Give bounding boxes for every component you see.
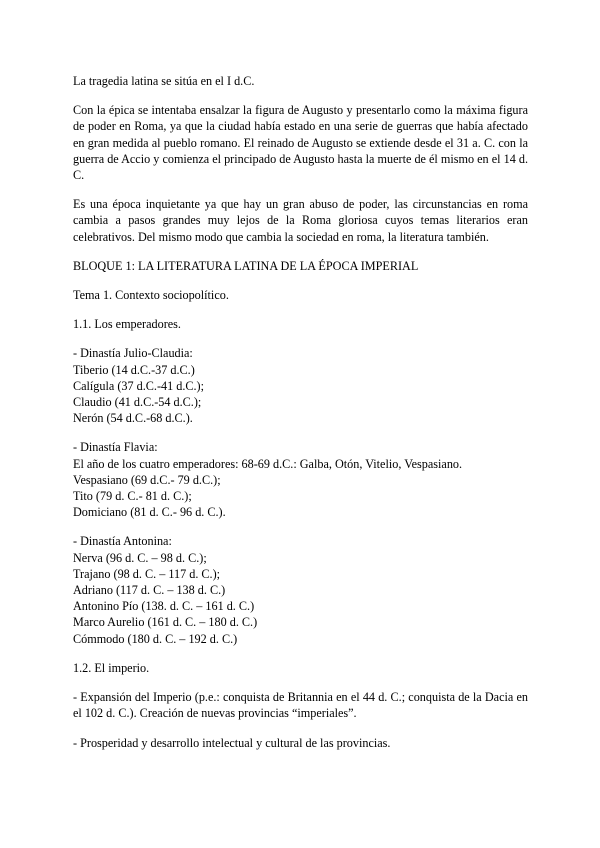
- spacer: [73, 303, 528, 316]
- dinastia-flavia: [73, 439, 528, 520]
- dinastia-antonina: [73, 533, 528, 646]
- list-item: Tiberio (14 d.C.-37 d.C.): [73, 362, 195, 377]
- list-item: Nerva (96 d. C. – 98 d. C.);: [73, 550, 207, 565]
- section-heading-imperio: 1.2. El imperio.: [73, 660, 150, 675]
- spacer: [73, 332, 528, 345]
- list-item: Vespasiano (69 d.C.- 79 d.C.);: [73, 472, 221, 487]
- intro-line: La tragedia latina se sitúa en el I d.C.: [73, 74, 255, 88]
- list-item: Marco Aurelio (161 d. C. – 180 d. C.): [73, 615, 258, 630]
- spacer: [73, 89, 528, 102]
- list-item: Cómmodo (180 d. C. – 192 d. C.): [73, 631, 238, 646]
- spacer: [73, 245, 528, 258]
- dinastia-julio-claudia: [73, 345, 528, 426]
- paragraph-epoca: Es una época inquietante ya que hay un gran abuso de poder, las circunstancias en roma cambia a pasos grandes muy lejos de la Roma gloriosa cuyos temas literarios eran celebrativos. Del mismo modo que cambia la sociedad en roma, la literatura también.: [73, 197, 528, 244]
- dinastia-heading: - Dinastía Julio-Claudia:: [73, 346, 193, 361]
- spacer: [73, 426, 528, 439]
- spacer: [73, 274, 528, 287]
- document-body: [73, 73, 528, 751]
- list-item: Domiciano (81 d. C.- 96 d. C.).: [73, 505, 226, 520]
- section-heading-emperadores: 1.1. Los emperadores.: [73, 317, 181, 332]
- paragraph-expansion: - Expansión del Imperio (p.e.: conquista de Britannia en el 44 d. C.; conquista de la Dacia en el 102 d. C.). Creación de nuevas provincias “imperiales”.: [73, 690, 528, 721]
- list-item: Tito (79 d. C.- 81 d. C.);: [73, 489, 192, 504]
- dinastia-heading: - Dinastía Antonina:: [73, 534, 172, 549]
- spacer: [73, 676, 528, 689]
- tema-title: Tema 1. Contexto sociopolítico.: [73, 288, 229, 303]
- list-item: Calígula (37 d.C.-41 d.C.);: [73, 378, 205, 393]
- list-item: Antonino Pío (138. d. C. – 161 d. C.): [73, 599, 255, 614]
- list-item: El año de los cuatro emperadores: 68-69 d.C.: Galba, Otón, Vitelio, Vespasiano.: [73, 456, 463, 471]
- spacer: [73, 520, 528, 533]
- list-item: Adriano (117 d. C. – 138 d. C.): [73, 583, 226, 598]
- list-item: Claudio (41 d.C.-54 d.C.);: [73, 395, 202, 410]
- dinastia-heading: - Dinastía Flavia:: [73, 440, 158, 455]
- bloque-title: BLOQUE 1: LA LITERATURA LATINA DE LA ÉPOCA IMPERIAL: [73, 258, 419, 273]
- spacer: [73, 183, 528, 196]
- spacer: [73, 722, 528, 735]
- list-item: Nerón (54 d.C.-68 d.C.).: [73, 411, 193, 426]
- paragraph-prosperidad: - Prosperidad y desarrollo intelectual y cultural de las provincias.: [73, 735, 391, 750]
- paragraph-epica: Con la épica se intentaba ensalzar la figura de Augusto y presentarlo como la máxima figura de poder en Roma, ya que la ciudad había estado en una serie de guerras que había afectado en gran medida al pueblo romano. El reinado de Augusto se extiende desde el 31 a. C. con la guerra de Accio y comienza el principado de Augusto hasta la muerte de él mismo en el 14 d. C.: [73, 103, 528, 183]
- list-item: Trajano (98 d. C. – 117 d. C.);: [73, 566, 221, 581]
- spacer: [73, 647, 528, 660]
